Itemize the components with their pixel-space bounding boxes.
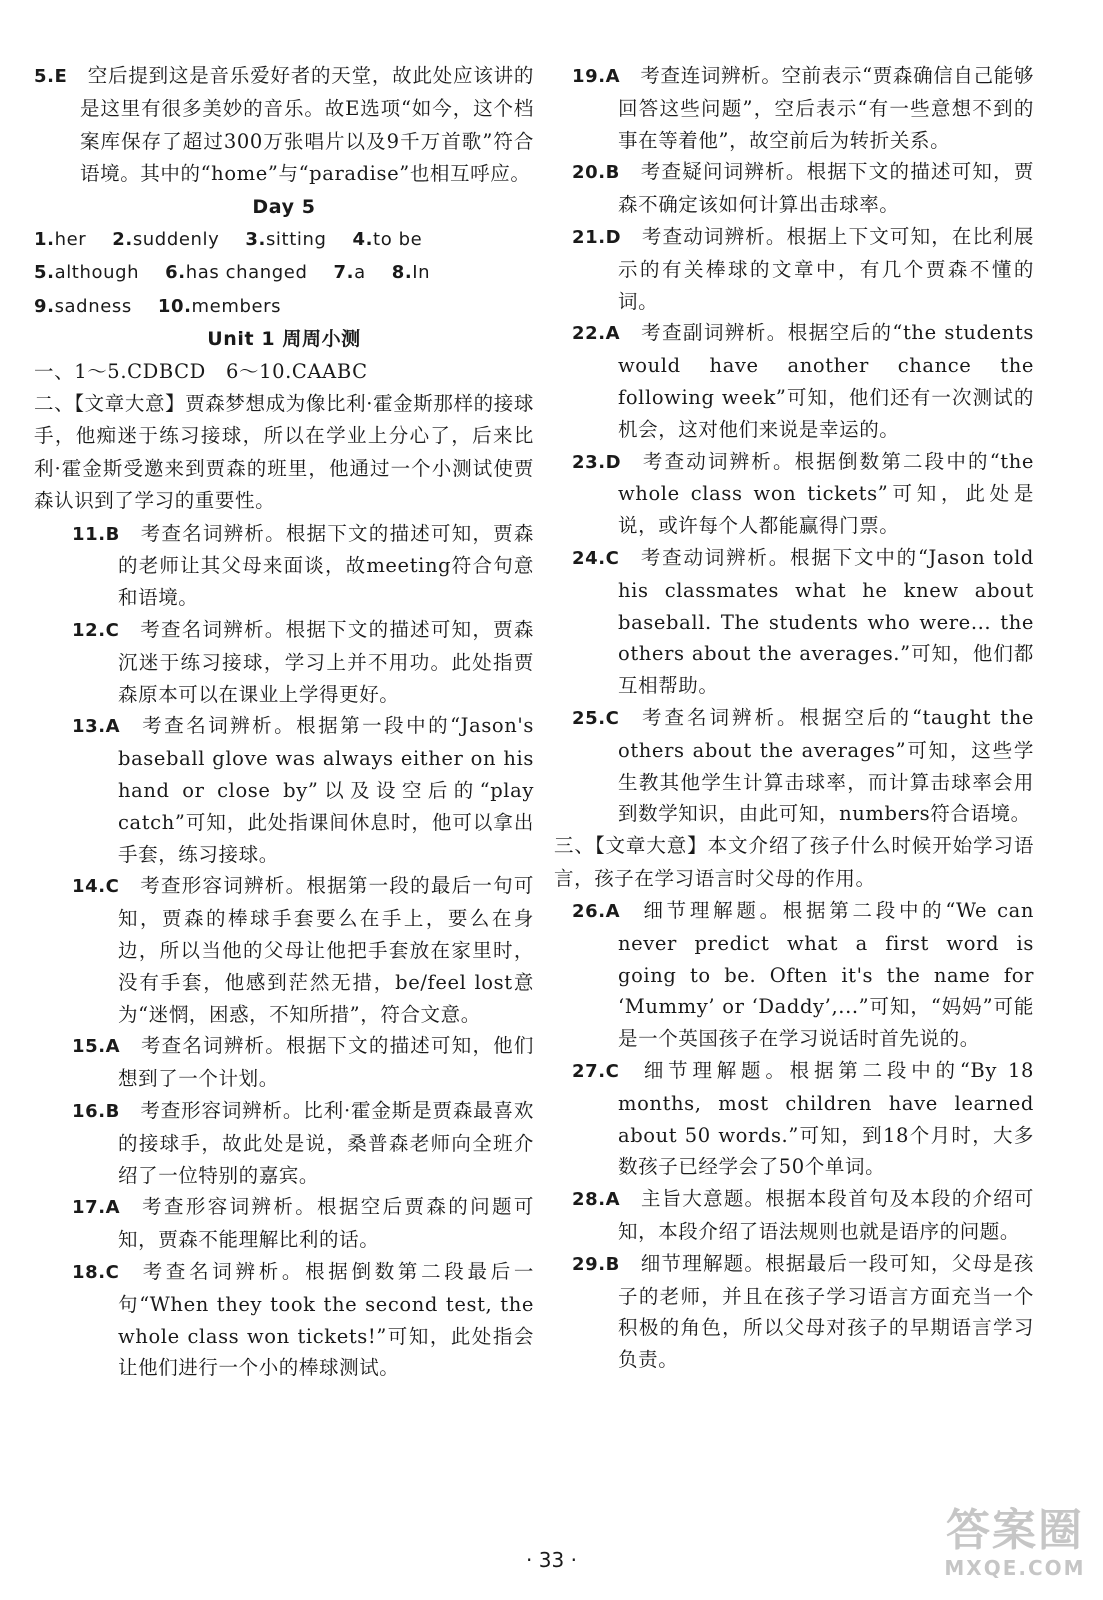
answer-item-21: 21.D 考查动词辨析。根据上下文可知，在比利展示的有关棒球的文章中，有几个贾森不懂的词。	[572, 224, 1034, 313]
answer-item-23: 23.D 考查动词辨析。根据倒数第二段中的“the whole class won tickets”可知，此处是说，或许每个人都能赢得门票。	[572, 449, 1034, 538]
answer-item-12: 12.C 考查名词辨析。根据下文的描述可知，贾森沉迷于练习接球，学习上并不用功。此处指贾森原本可以在课业上学得更好。	[72, 618, 534, 706]
watermark-text: 答案圈	[946, 1505, 1084, 1556]
day5-answer: 10.members	[157, 295, 282, 317]
right-column	[554, 60, 1034, 1376]
answer-item-19: 19.A 考查连词辨析。空前表示“贾森确信自己能够回答这些问题”，空后表示“有一些意想不到的事在等着他”，故空前后为转折关系。	[572, 64, 1034, 152]
part1-answers: 一、1～5.CDBCD 6～10.CAABC	[34, 359, 368, 383]
answer-item-29: 29.B 细节理解题。根据最后一段可知，父母是孩子的老师，并且在孩子学习语言方面充当一个积极的角色，所以父母对孩子的早期语言学习负责。	[572, 1251, 1034, 1372]
answer-item-20: 20.B 考查疑问词辨析。根据下文的描述可知，贾森不确定该如何计算出击球率。	[572, 160, 1034, 217]
answer-item-27: 27.C 细节理解题。根据第二段中的“By 18 months, most children have learned about 50 words.”可知，到18个月时，大多数孩子已经学会了50个单词。	[572, 1058, 1034, 1179]
answer-item-17: 17.A 考查形容词辨析。根据空后贾森的问题可知，贾森不能理解比利的话。	[72, 1195, 534, 1252]
day5-answer: 1.her	[34, 229, 87, 251]
part2-summary: 二、【文章大意】贾森梦想成为像比利·霍金斯那样的接球手，他痴迷于练习接球，所以在学业上分心了，后来比利·霍金斯受邀来到贾森的班里，他通过一个小测试使贾森认识到了学习的重要性。	[34, 392, 534, 513]
answer-item-5: 5.E 空后提到这是音乐爱好者的天堂，故此处应该讲的是这里有很多美妙的音乐。故E选项“如今，这个档案库保存了超过300万张唱片以及9千万首歌”符合语境。其中的“home”与“paradise”也相互呼应。	[34, 64, 534, 186]
answer-item-25: 25.C 考查名词辨析。根据空后的“taught the others about the averages”可知，这些学生教其他学生计算击球率，而计算击球率会用到数学知识，由此可知，numbers符合语境。	[572, 705, 1034, 826]
answer-item-11: 11.B 考查名词辨析。根据下文的描述可知，贾森的老师让其父母来面谈，故meeting符合句意和语境。	[72, 521, 534, 610]
answer-item-14: 14.C 考查形容词辨析。根据第一段的最后一句可知，贾森的棒球手套要么在手上，要么在身边，所以当他的父母让他把手套放在家里时，没有手套，他感到茫然无措，be/feel lost意为“迷惘，困惑，不知所措”，符合文意。	[72, 874, 534, 1026]
page-number: · 33 ·	[526, 1548, 577, 1572]
day5-answer: 3.sitting	[245, 229, 327, 251]
watermark-logo	[935, 1506, 1095, 1596]
day5-answer: 5.although	[34, 262, 140, 284]
day5-answer: 6.has changed	[165, 262, 308, 284]
answer-item-28: 28.A 主旨大意题。根据本段首句及本段的介绍可知，本段介绍了语法规则也就是语序的问题。	[572, 1187, 1034, 1243]
answer-item-22: 22.A 考查副词辨析。根据空后的“the students would have another chance the following week”可知，他们还有一次测试的机会，这对他们来说是幸运的。	[572, 321, 1034, 441]
answer-item-13: 13.A 考查名词辨析。根据第一段中的“Jason's baseball glove was always either on his hand or close by”以及设空后的“play catch”可知，此处指课间休息时，他可以拿出手套，练习接球。	[72, 714, 534, 866]
part3-items	[572, 895, 1034, 1376]
day5-answers	[34, 223, 534, 323]
watermark-url: MXQE.COM	[944, 1556, 1086, 1580]
answer-item-18: 18.C 考查名词辨析。根据倒数第二段最后一句“When they took the second test, the whole class won tickets!”可知，此处指会让他们进行一个小的棒球测试。	[72, 1260, 534, 1380]
answer-item-26: 26.A 细节理解题。根据第二段中的“We can never predict what a first word is going to be. Often it's the name for ‘Mummy’ or ‘Daddy’,...”可知，“妈妈”可能是一个英国孩子在学习说话时首先说的。	[572, 898, 1034, 1051]
left-column	[34, 60, 534, 1384]
part2-items-continued	[572, 60, 1034, 830]
answer-item-16: 16.B 考查形容词辨析。比利·霍金斯是贾森最喜欢的接球手，故此处是说，桑普森老师向全班介绍了一位特别的嘉宾。	[72, 1099, 534, 1187]
day5-answer: 9.sadness	[34, 295, 132, 317]
answer-item-24: 24.C 考查动词辨析。根据下文中的“Jason told his classmates what he knew about baseball. The students who were... the others about the averages.”可知，他们都互相帮助。	[572, 545, 1034, 698]
part3-summary: 三、【文章大意】本文介绍了孩子什么时候开始学习语言，孩子在学习语言时父母的作用。	[554, 834, 1034, 890]
part2-items	[34, 518, 534, 1385]
day5-heading: Day 5	[252, 195, 316, 218]
day5-answer: 2.suddenly	[112, 229, 220, 251]
unit-quiz-heading: Unit 1 周周小测	[207, 328, 361, 351]
day5-answer: 4.to be	[352, 229, 423, 251]
answer-item-15: 15.A 考查名词辨析。根据下文的描述可知，他们想到了一个计划。	[72, 1034, 534, 1091]
day5-answer: 7.a	[333, 262, 366, 284]
day5-answer: 8.In	[391, 262, 431, 284]
